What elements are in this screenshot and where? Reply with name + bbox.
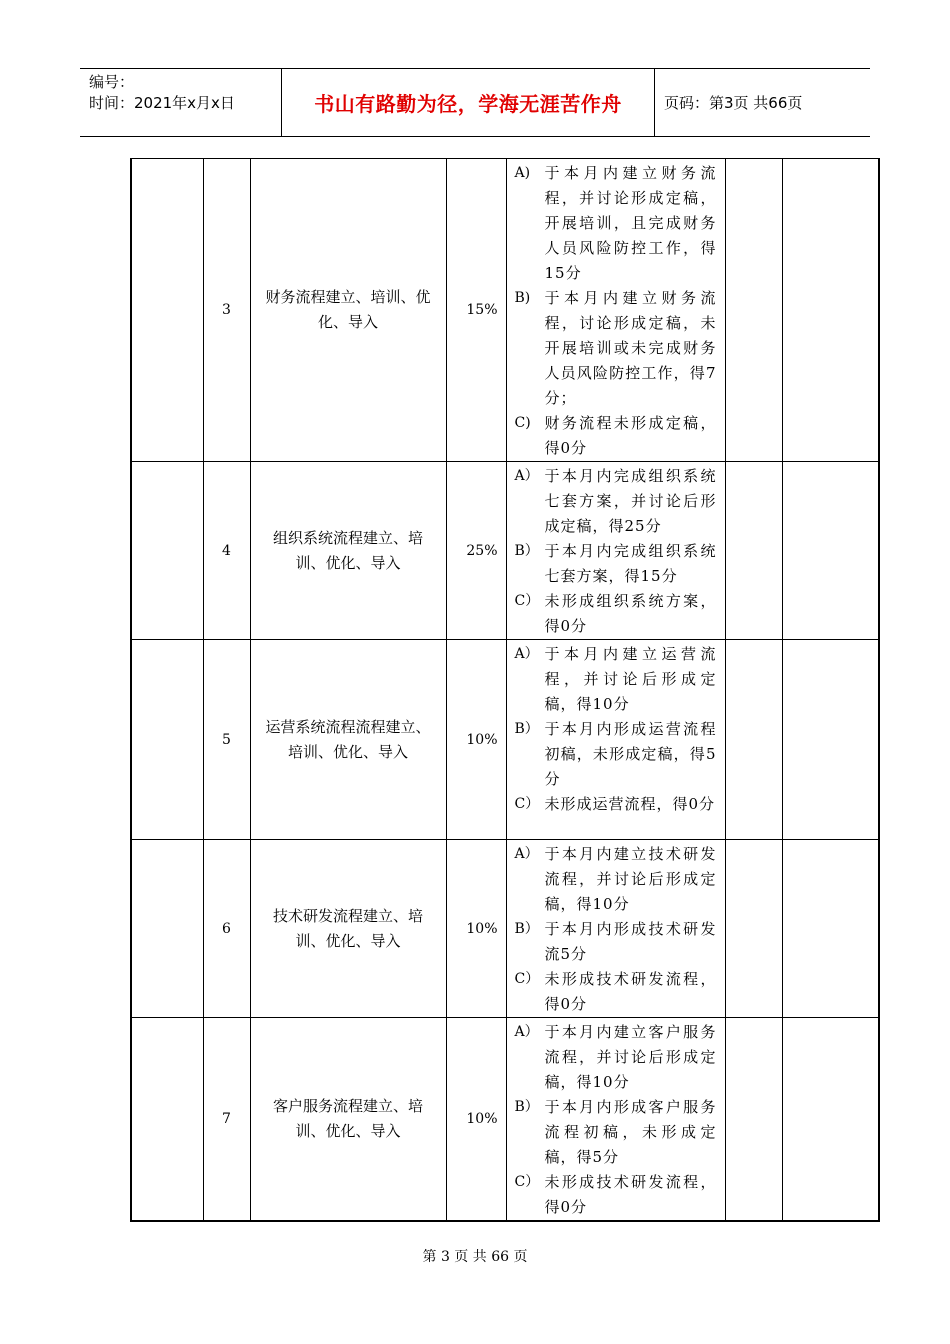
criterion-text: 未形成技术研发流程，得0分 xyxy=(544,970,717,1013)
header-page-cell xyxy=(654,69,870,136)
table-row xyxy=(131,1018,879,1222)
criterion-text: 于本月内形成运营流程初稿，未形成定稿，得5分 xyxy=(544,720,717,788)
category-cell xyxy=(131,462,203,640)
criterion-label: B) xyxy=(514,290,531,306)
criterion xyxy=(515,1170,717,1220)
criterion-label: C） xyxy=(514,971,540,987)
criterion-label: C） xyxy=(514,593,540,609)
criterion-text: 未形成运营流程，得0分 xyxy=(544,795,716,813)
page-header xyxy=(80,68,870,137)
scoring-criteria-cell xyxy=(506,640,725,840)
date-label: 时间：2021年x月x日 xyxy=(89,94,235,112)
criterion-label: B） xyxy=(514,543,539,559)
criterion-label: A） xyxy=(514,1024,539,1040)
category-cell xyxy=(131,159,203,462)
weight-value: 10% xyxy=(446,640,506,840)
item-name: 组织系统流程建立、培训、优化、导入 xyxy=(250,462,446,640)
criterion-label: B） xyxy=(514,721,539,737)
criterion xyxy=(515,1020,717,1095)
item-name: 财务流程建立、培训、优化、导入 xyxy=(250,159,446,462)
category-cell xyxy=(131,640,203,840)
row-number: 7 xyxy=(203,1018,250,1222)
table-row xyxy=(131,159,879,462)
weight-value: 10% xyxy=(446,840,506,1018)
score-cell xyxy=(725,840,782,1018)
remark-cell xyxy=(782,462,879,640)
criterion-text: 未形成技术研发流程，得0分 xyxy=(544,1173,717,1216)
page-info: 页码：第3页 共66页 xyxy=(664,94,803,112)
item-name: 技术研发流程建立、培训、优化、导入 xyxy=(250,840,446,1018)
weight-value: 10% xyxy=(446,1018,506,1222)
kpi-table-body xyxy=(131,159,879,1222)
header-meta xyxy=(80,69,281,136)
criterion xyxy=(515,1095,717,1170)
criterion-label: C） xyxy=(514,1174,540,1190)
criterion-label: C) xyxy=(514,415,531,431)
category-cell xyxy=(131,1018,203,1222)
criterion xyxy=(515,967,717,1017)
criterion xyxy=(515,464,717,539)
kpi-table xyxy=(130,158,880,1222)
criterion xyxy=(515,589,717,639)
item-name: 客户服务流程建立、培训、优化、导入 xyxy=(250,1018,446,1222)
row-number: 5 xyxy=(203,640,250,840)
criterion-text: 于本月内完成组织系统七套方案，并讨论后形成定稿，得25分 xyxy=(544,467,717,535)
criterion-text: 于本月内形成技术研发流5分 xyxy=(544,920,717,963)
score-cell xyxy=(725,1018,782,1222)
score-cell xyxy=(725,640,782,840)
criterion xyxy=(515,717,717,792)
criterion xyxy=(515,539,717,589)
remark-cell xyxy=(782,840,879,1018)
criterion-text: 于本月内完成组织系统七套方案，得15分 xyxy=(544,542,717,585)
header-motto-cell xyxy=(281,69,655,136)
scoring-criteria-cell xyxy=(506,159,725,462)
criterion xyxy=(515,411,717,461)
category-cell xyxy=(131,840,203,1018)
criterion-label: A） xyxy=(514,646,539,662)
remark-cell xyxy=(782,640,879,840)
criterion-label: C） xyxy=(514,796,540,812)
criterion-text: 于本月内形成客户服务流程初稿，未形成定稿，得5分 xyxy=(544,1098,717,1166)
row-number: 4 xyxy=(203,462,250,640)
weight-value: 25% xyxy=(446,462,506,640)
scoring-criteria-cell xyxy=(506,1018,725,1222)
row-number: 6 xyxy=(203,840,250,1018)
motto-text: 书山有路勤为径，学海无涯苦作舟 xyxy=(314,92,622,116)
criterion-text: 财务流程未形成定稿，得0分 xyxy=(544,414,717,457)
page-footer: 第 3 页 共 66 页 xyxy=(422,1249,528,1265)
criterion xyxy=(515,642,717,717)
criterion xyxy=(515,161,717,286)
criterion-label: A） xyxy=(514,846,539,862)
scoring-criteria-cell xyxy=(506,462,725,640)
item-name: 运营系统流程流程建立、培训、优化、导入 xyxy=(250,640,446,840)
criterion-text: 于本月内建立财务流程，讨论形成定稿，未开展培训或未完成财务人员风险防控工作，得7分； xyxy=(544,289,717,407)
score-cell xyxy=(725,159,782,462)
remark-cell xyxy=(782,1018,879,1222)
criterion-text: 于本月内建立运营流程，并讨论后形成定稿，得10分 xyxy=(544,645,717,713)
row-number: 3 xyxy=(203,159,250,462)
weight-value: 15% xyxy=(446,159,506,462)
table-row xyxy=(131,640,879,840)
criterion-text: 于本月内建立财务流程，并讨论形成定稿，开展培训，且完成财务人员风险防控工作，得15分 xyxy=(544,164,717,282)
table-row xyxy=(131,462,879,640)
criterion-text: 于本月内建立技术研发流程，并讨论后形成定稿，得10分 xyxy=(544,845,717,913)
remark-cell xyxy=(782,159,879,462)
table-row xyxy=(131,840,879,1018)
criterion xyxy=(515,792,717,817)
criterion xyxy=(515,917,717,967)
criterion xyxy=(515,842,717,917)
criterion-text: 未形成组织系统方案，得0分 xyxy=(544,592,717,635)
criterion xyxy=(515,286,717,411)
criterion-label: A） xyxy=(514,468,539,484)
code-label: 编号： xyxy=(89,73,135,91)
scoring-criteria-cell xyxy=(506,840,725,1018)
score-cell xyxy=(725,462,782,640)
criterion-text: 于本月内建立客户服务流程，并讨论后形成定稿，得10分 xyxy=(544,1023,717,1091)
criterion-label: A) xyxy=(514,165,531,181)
criterion-label: B） xyxy=(514,1099,539,1115)
criterion-label: B） xyxy=(514,921,539,937)
